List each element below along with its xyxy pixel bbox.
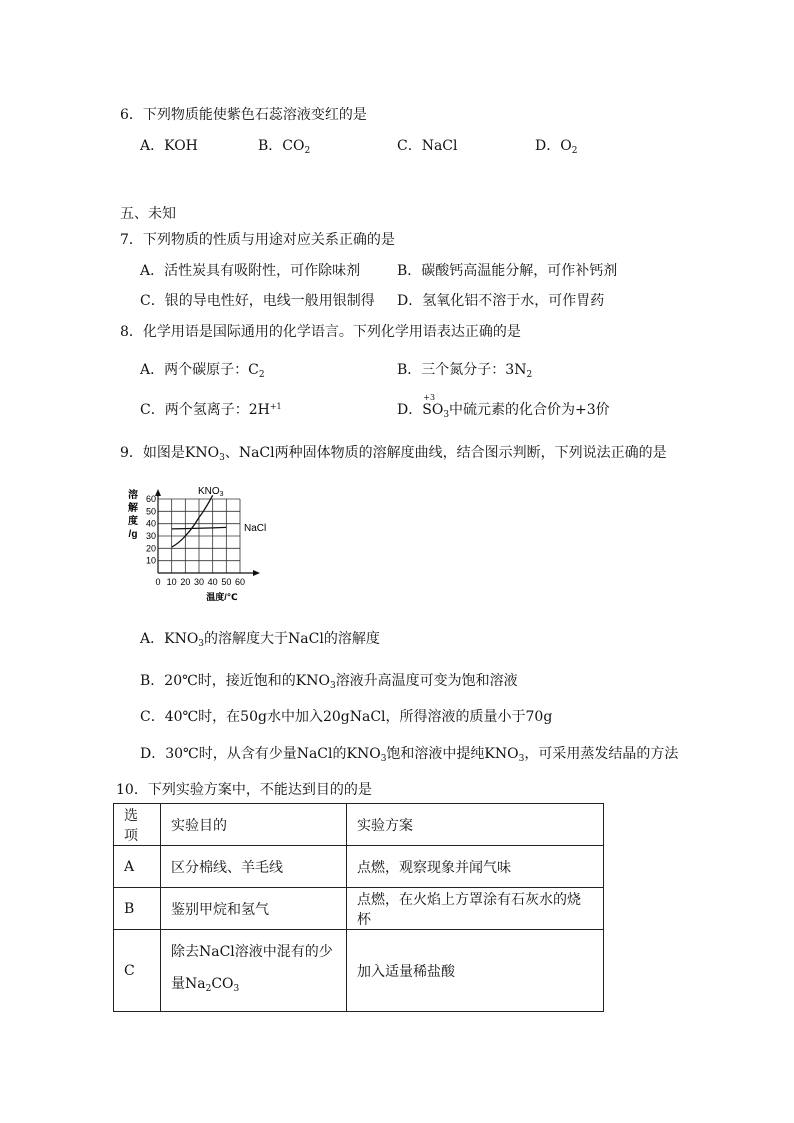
row-plan: 点燃，在火焰上方罩涂有石灰水的烧杯	[347, 888, 604, 930]
row-option: C	[114, 930, 161, 1012]
q9-option-c: C．40℃时，在50g水中加入20gNaCl，所得溶液的质量小于70g	[140, 709, 553, 725]
section-heading: 五、未知	[120, 206, 176, 222]
y-tick-label: 60	[145, 494, 156, 504]
row-goal: 除去NaCl溶液中混有的少 量$Na_2CO_3$	[161, 930, 347, 1012]
q9-option-a: A．$KNO_3$的溶解度大于NaCl的溶解度	[140, 631, 380, 649]
series-label-kno3: $KNO_3$	[198, 486, 224, 498]
series-label-nacl: NaCl	[244, 522, 267, 534]
series-line-nacl	[172, 527, 227, 528]
q7-option-c: C．银的导电性好，电线一般用银制得	[140, 293, 375, 309]
x-tick-label: 10	[166, 577, 177, 587]
x-tick-label: 30	[193, 577, 205, 587]
q8-option-a: A．两个碳原子：$C_2$	[140, 362, 265, 380]
y-tick-label: 30	[145, 531, 156, 541]
series-line-kno3	[172, 495, 213, 547]
y-axis-label: 溶	[128, 490, 138, 501]
q6-stem: 6．下列物质能使紫色石蕊溶液变红的是	[120, 107, 367, 123]
row-plan: 点燃，观察现象并闻气味	[347, 846, 604, 888]
table-row	[114, 888, 604, 930]
x-tick-label: 20	[180, 577, 191, 587]
q8-option-b: B．三个氮分子：$3N_2$	[397, 362, 533, 380]
y-axis-label: 度	[128, 516, 138, 527]
table-header-row	[114, 804, 604, 846]
q6-option-a: A．KOH	[140, 138, 198, 154]
y-axis-label: /g	[128, 529, 138, 540]
x-tick-label: 50	[221, 577, 232, 587]
x-tick-label: 0	[155, 577, 161, 587]
row-goal: 区分棉线、羊毛线	[161, 846, 347, 888]
row-goal: 鉴别甲烷和氢气	[161, 888, 347, 930]
y-tick-label: 50	[145, 506, 156, 517]
q8-option-c: C．两个氢离子：$2H^{+1}$	[140, 402, 282, 418]
q9-option-d: D．30℃时，从含有少量NaCl的$KNO_3$饱和溶液中提纯$KNO_3$，可采用蒸发结晶的方法	[140, 746, 679, 764]
q7-option-b: B．碳酸钙高温能分解，可作补钙剂	[397, 263, 618, 279]
solubility-chart-svg	[124, 484, 274, 606]
q9-stem: 9．如图是$KNO_3$、NaCl两种固体物质的溶解度曲线，结合图示判断，下列说法正确的是	[120, 445, 667, 463]
table-row	[114, 930, 604, 1012]
y-axis-label: 解	[128, 503, 138, 514]
row-option: A	[114, 846, 161, 888]
header-option: 选项	[114, 804, 161, 846]
table-row	[114, 846, 604, 888]
x-axis-arrow	[253, 570, 260, 576]
experiment-table	[113, 803, 604, 1012]
header-plan: 实验方案	[347, 804, 604, 846]
y-tick-label: 40	[145, 518, 156, 529]
row-plan: 加入适量稀盐酸	[347, 930, 604, 1012]
q7-option-a: A．活性炭具有吸附性，可作除味剂	[140, 263, 361, 279]
q9-option-b: B．20℃时，接近饱和的$KNO_3$溶液升高温度可变为饱和溶液	[140, 673, 518, 691]
q8-option-d: D． +3 $SO_3$中硫元素的化合价为+3价	[397, 393, 610, 420]
q6-option-b: B．$CO_2$	[258, 138, 311, 156]
y-tick-label: 20	[145, 543, 156, 554]
q10-stem: 10．下列实验方案中，不能达到目的的是	[116, 782, 372, 798]
q6-option-c: C．NaCl	[397, 138, 458, 154]
x-tick-label: 60	[234, 577, 246, 587]
y-tick-label: 10	[145, 555, 156, 566]
header-goal: 实验目的	[161, 804, 347, 846]
q7-stem: 7．下列物质的性质与用途对应关系正确的是	[120, 232, 395, 248]
q6-option-d: D．$O_2$	[535, 138, 578, 156]
x-axis-label: 温度/℃	[206, 592, 238, 602]
q7-option-d: D．氢氧化铝不溶于水，可作胃药	[397, 293, 605, 309]
x-tick-label: 40	[207, 577, 218, 587]
row-option: B	[114, 888, 161, 930]
q8-stem: 8．化学用语是国际通用的化学语言。下列化学用语表达正确的是	[120, 324, 521, 340]
solubility-chart	[124, 484, 274, 610]
